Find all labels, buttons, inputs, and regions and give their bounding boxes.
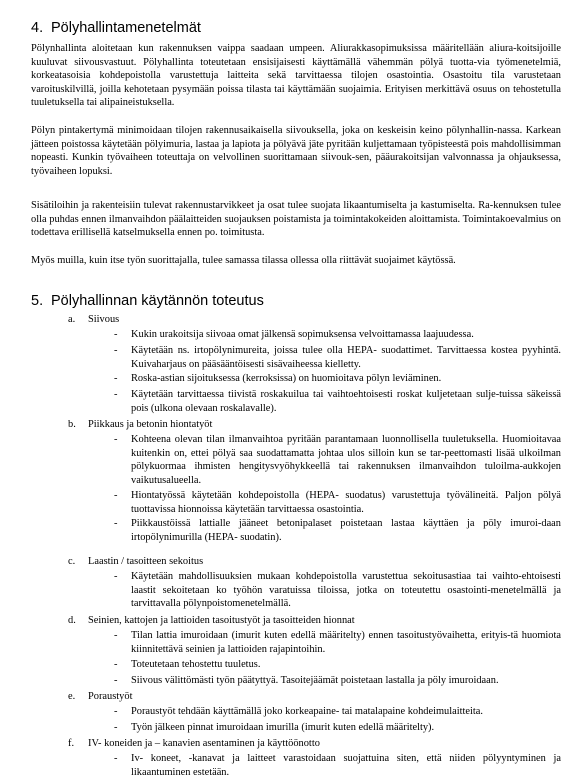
item-title: Seinien, kattojen ja lattioiden tasoitustyöt ja tasoitteiden hionnat [88, 615, 355, 626]
bullet-text: Käytetään tarvittaessa tiivistä roskakuilua tai vaihtoehtoisesti roskat kuljetetaan sulje-tuissa säkeissä pois (ulkona olevaan roskalavalle). [131, 389, 561, 414]
item-title: Siivous [88, 314, 120, 325]
bullet-text: Iv- koneet, -kanavat ja laitteet varastoidaan suojattuina siten, että niiden pölyyntyminen ja likaantuminen estetään. [131, 753, 561, 778]
item-title: Laastin / tasoitteen sekoitus [88, 556, 204, 567]
bullet-dash: - [114, 329, 118, 340]
bullet-dash: - [114, 722, 118, 733]
bullet-dash: - [114, 373, 118, 384]
bullet-dash: - [114, 659, 118, 670]
item-title: Poraustyöt [88, 691, 133, 702]
bullet-text: Hiontatyössä käytetään kohdepoistolla (HEPA- suodatus) varustettuja työvälineitä. Paljon pölyä tuottavissa hionnoissa käytetään tarvittaessa osastointia. [131, 490, 561, 515]
bullet-text: Käytetään ns. irtopölynimureita, joissa tulee olla HEPA- suodattimet. Tarvittaessa kostea pyyhintä. Kuivaharjaus on pääsääntöisesti sisävaiheessa kielletty. [131, 345, 561, 370]
bullet-text: Työn jälkeen pinnat imuroidaan imurilla (imurit kuten edellä määritelty). [131, 722, 435, 733]
bullet-text: Kohteena olevan tilan ilmanvaihtoa pyritään parantamaan luonnollisella tuuletuksella. Huomioitavaa kuitenkin on, ettei pölyä saa suodattamatta johtaa ulos silloin kun se tar-peettomasti lisää ulkoilman pölykuormaa ihmisten hengitysvyöhykkeellä tai rakennuksen ilmanvaihdon tuloilma-aukkojen vaikutusalueella. [131, 434, 561, 486]
bullet-text: Siivous välittömästi työn päätyttyä. Tasoitejäämät poistetaan lastalla ja pöly imuroidaan. [131, 675, 499, 686]
bullet-dash: - [114, 630, 118, 641]
section-5-number: 5. [31, 293, 44, 309]
paragraph: Sisätiloihin ja rakenteisiin tulevat rakennustarvikkeet ja osat tulee suojata likaantumiselta ja kastumiselta. Ra-kennuksen tulee olla puhdas ennen ilmanvaihdon päälaitteiden suojauksen poistamista ja toimintakokeiden aloittamista. Toimintakoevalmius on todettava erillisellä katselmuksella ennen po. toimitusta. [31, 200, 561, 238]
item-title: Piikkaus ja betonin hiontatyöt [88, 419, 213, 430]
bullet-text: Poraustyöt tehdään käyttämällä joko korkeapaine- tai matalapaine kohdeimulaitteita. [131, 706, 484, 717]
section-4-number: 4. [31, 20, 44, 36]
bullet-dash: - [114, 389, 118, 400]
bullet-dash: - [114, 753, 118, 764]
paragraph: Pölyn pintakertymä minimoidaan tilojen rakennusaikaisella siivouksella, joka on keskeisin keino pölynhallin-nassa. Karkean jätteen poistossa käytetään pölyimuria, lastaa ja lapiota ja pölyävä jäte pyritään kuljettamaan työpisteestä pois mahdollisimman nopeasti. Kunkin työvaiheen toteuttaja on velvollinen suorittamaan siivouk-sen, pääurakoitsijan valvonnassa ja ohjauksessa, työvaiheen lopuksi. [31, 125, 561, 177]
item-title: IV- koneiden ja – kanavien asentaminen ja käyttöönotto [88, 738, 320, 749]
item-label: c. [68, 556, 76, 567]
item-label: b. [68, 419, 76, 430]
bullet-text: Roska-astian sijoituksessa (kerroksissa) on huomioitava pölyn leviäminen. [131, 373, 442, 384]
bullet-text: Tilan lattia imuroidaan (imurit kuten edellä määritelty) ennen tasoitustyövaihetta, erityis-tä huomiota kiinnitettävä seinien ja lattioiden rajapintoihin. [131, 630, 561, 655]
bullet-text: Toteutetaan tehostettu tuuletus. [131, 659, 261, 670]
item-label: d. [68, 615, 76, 626]
item-label: e. [68, 691, 76, 702]
bullet-text: Kukin urakoitsija siivoaa omat jälkensä sopimuksensa velvoittamassa laajuudessa. [131, 329, 474, 340]
bullet-text: Piikkaustöissä lattialle jääneet betonipalaset poistetaan lastaa käyttäen ja pöly imuroi-daan irtopölynimurilla (HEPA- suodatin). [131, 518, 561, 543]
bullet-dash: - [114, 345, 118, 356]
item-label: f. [68, 738, 75, 749]
item-label: a. [68, 314, 76, 325]
bullet-dash: - [114, 518, 118, 529]
bullet-dash: - [114, 706, 118, 717]
section-4-heading [31, 20, 201, 36]
bullet-text: Käytetään mahdollisuuksien mukaan kohdepoistolla varustettua sekoitusastiaa tai vaihto-ehtoisesti laastit sekoitetaan ko työhön varatuissa tiloissa, jotka on toteutettu osastointi-menetelmällä ja tarvittavalla pölynpoistomenetelmällä. [131, 571, 561, 609]
paragraph: Myös muilla, kuin itse työn suorittajalla, tulee samassa tilassa ollessa olla riittävät suojaimet käytössä. [31, 255, 456, 266]
section-5-heading [31, 293, 264, 309]
bullet-dash: - [114, 434, 118, 445]
bullet-dash: - [114, 675, 118, 686]
bullet-dash: - [114, 571, 118, 582]
section-4-title: Pölyhallintamenetelmät [51, 20, 201, 36]
bullet-dash: - [114, 490, 118, 501]
section-5-title: Pölyhallinnan käytännön toteutus [51, 293, 264, 309]
paragraph: Pölynhallinta aloitetaan kun rakennuksen vaippa saadaan umpeen. Aliurakkasopimuksissa määritellään aliura-koitsijoille kuuluvat siivousvastuut. Pölyhallinta toteutetaan ensisijaisesti käyttämällä vähemmän pölyä tuotta-via työmenetelmiä, korkeatasoisia kohdepoistolla varustettuja laitteita sekä tarvittaessa tilojen osastointia. Osastoitu tila varustetaan varoituskilvillä, joilla kehotetaan pysymään poissa tilasta tai käyttämään suojaimia. Erityisen merkittävä osuus on tehostetulla tuuletuksella tai alipaineistuksella. [31, 43, 561, 108]
